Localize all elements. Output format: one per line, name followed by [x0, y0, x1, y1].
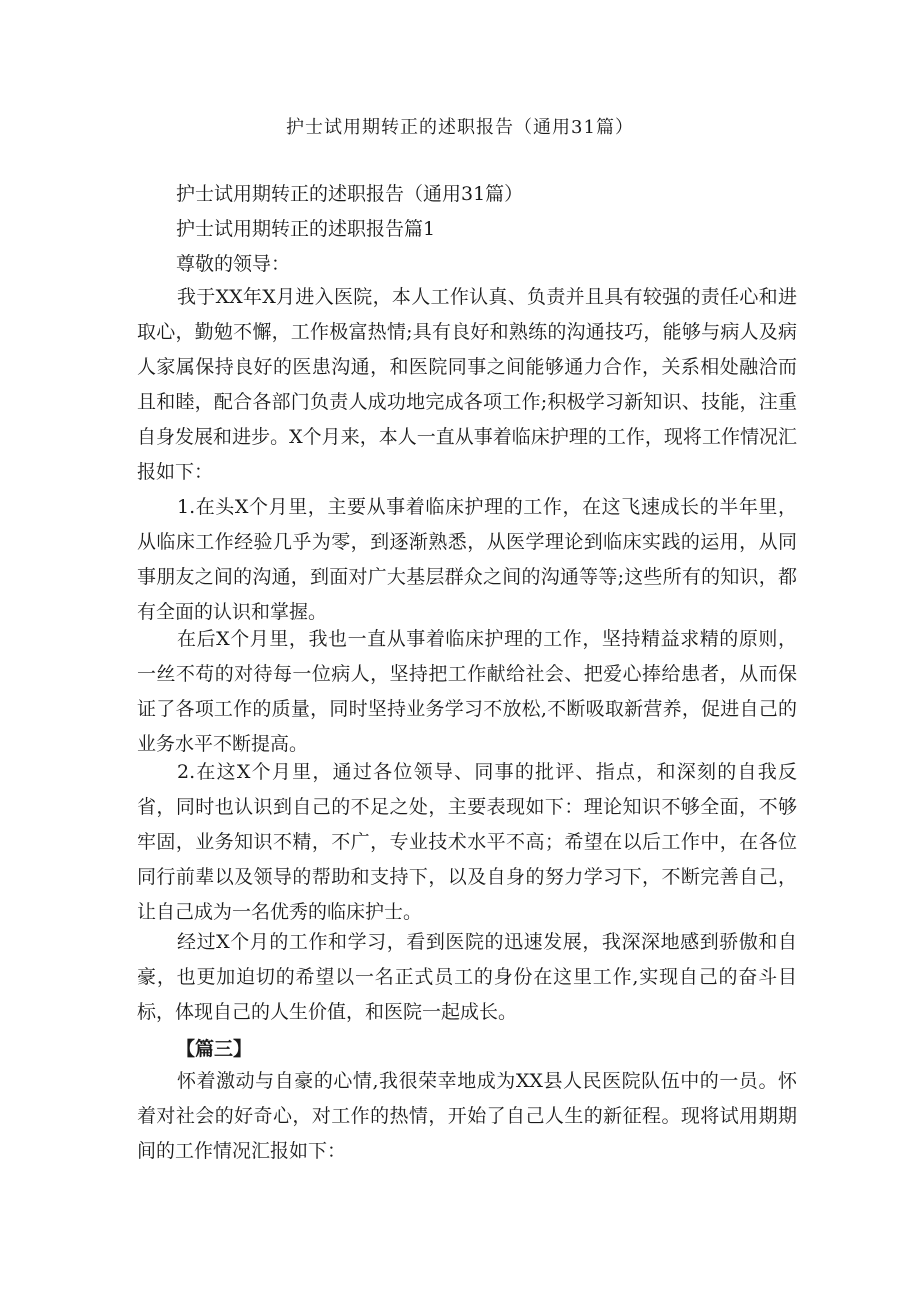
paragraph-point-2: 2.在这X个月里，通过各位领导、同事的批评、指点，和深刻的自我反省，同时也认识到自己的不足之处，主要表现如下：理论知识不够全面，不够牢固，业务知识不精，不广，专业技术水平不高；希望在以后工作中，在各位同行前辈以及领导的帮助和支持下，以及自身的努力学习下，不断完善自己，让自己成为一名优秀的临床护士。 — [137, 761, 797, 923]
paragraph-later-months: 在后X个月里，我也一直从事着临床护理的工作，坚持精益求精的原则，一丝不苟的对待每一位病人，坚持把工作献给社会、把爱心捧给患者，从而保证了各项工作的质量，同时坚持业务学习不放松,不断吸取新营养，促进自己的业务水平不断提高。 — [137, 628, 797, 755]
document-title: 护士试用期转正的述职报告（通用31篇） — [286, 117, 634, 138]
document-subtitle: 护士试用期转正的述职报告（通用31篇） — [176, 183, 524, 205]
paragraph-intro: 我于XX年X月进入医院，本人工作认真、负责并且具有较强的责任心和进取心，勤勉不懈，工作极富热情;具有良好和熟练的沟通技巧，能够与病人及病人家属保持良好的医患沟通，和医院同事之间能够通力合作，关系相处融洽而且和睦，配合各部门负责人成功地完成各项工作;积极学习新知识、技能，注重自身发展和进步。X个月来，本人一直从事着临床护理的工作，现将工作情况汇报如下： — [137, 286, 797, 483]
paragraph-conclusion: 经过X个月的工作和学习，看到医院的迅速发展，我深深地感到骄傲和自豪，也更加迫切的希望以一名正式员工的身份在这里工作,实现自己的奋斗目标，体现自己的人生价值，和医院一起成长。 — [137, 931, 797, 1023]
section-label-three: 【篇三】 — [176, 1038, 253, 1060]
paragraph-section-three: 怀着激动与自豪的心情,我很荣幸地成为XX县人民医院队伍中的一员。怀着对社会的好奇心，对工作的热情，开始了自己人生的新征程。现将试用期期间的工作情况汇报如下： — [137, 1070, 797, 1162]
paragraph-point-1: 1.在头X个月里，主要从事着临床护理的工作，在这飞速成长的半年里，从临床工作经验几乎为零，到逐渐熟悉，从医学理论到临床实践的运用，从同事朋友之间的沟通，到面对广大基层群众之间的沟通等等;这些所有的知识，都有全面的认识和掌握。 — [137, 496, 797, 623]
salutation: 尊敬的领导： — [176, 253, 291, 275]
section-heading: 护士试用期转正的述职报告篇1 — [176, 218, 436, 240]
